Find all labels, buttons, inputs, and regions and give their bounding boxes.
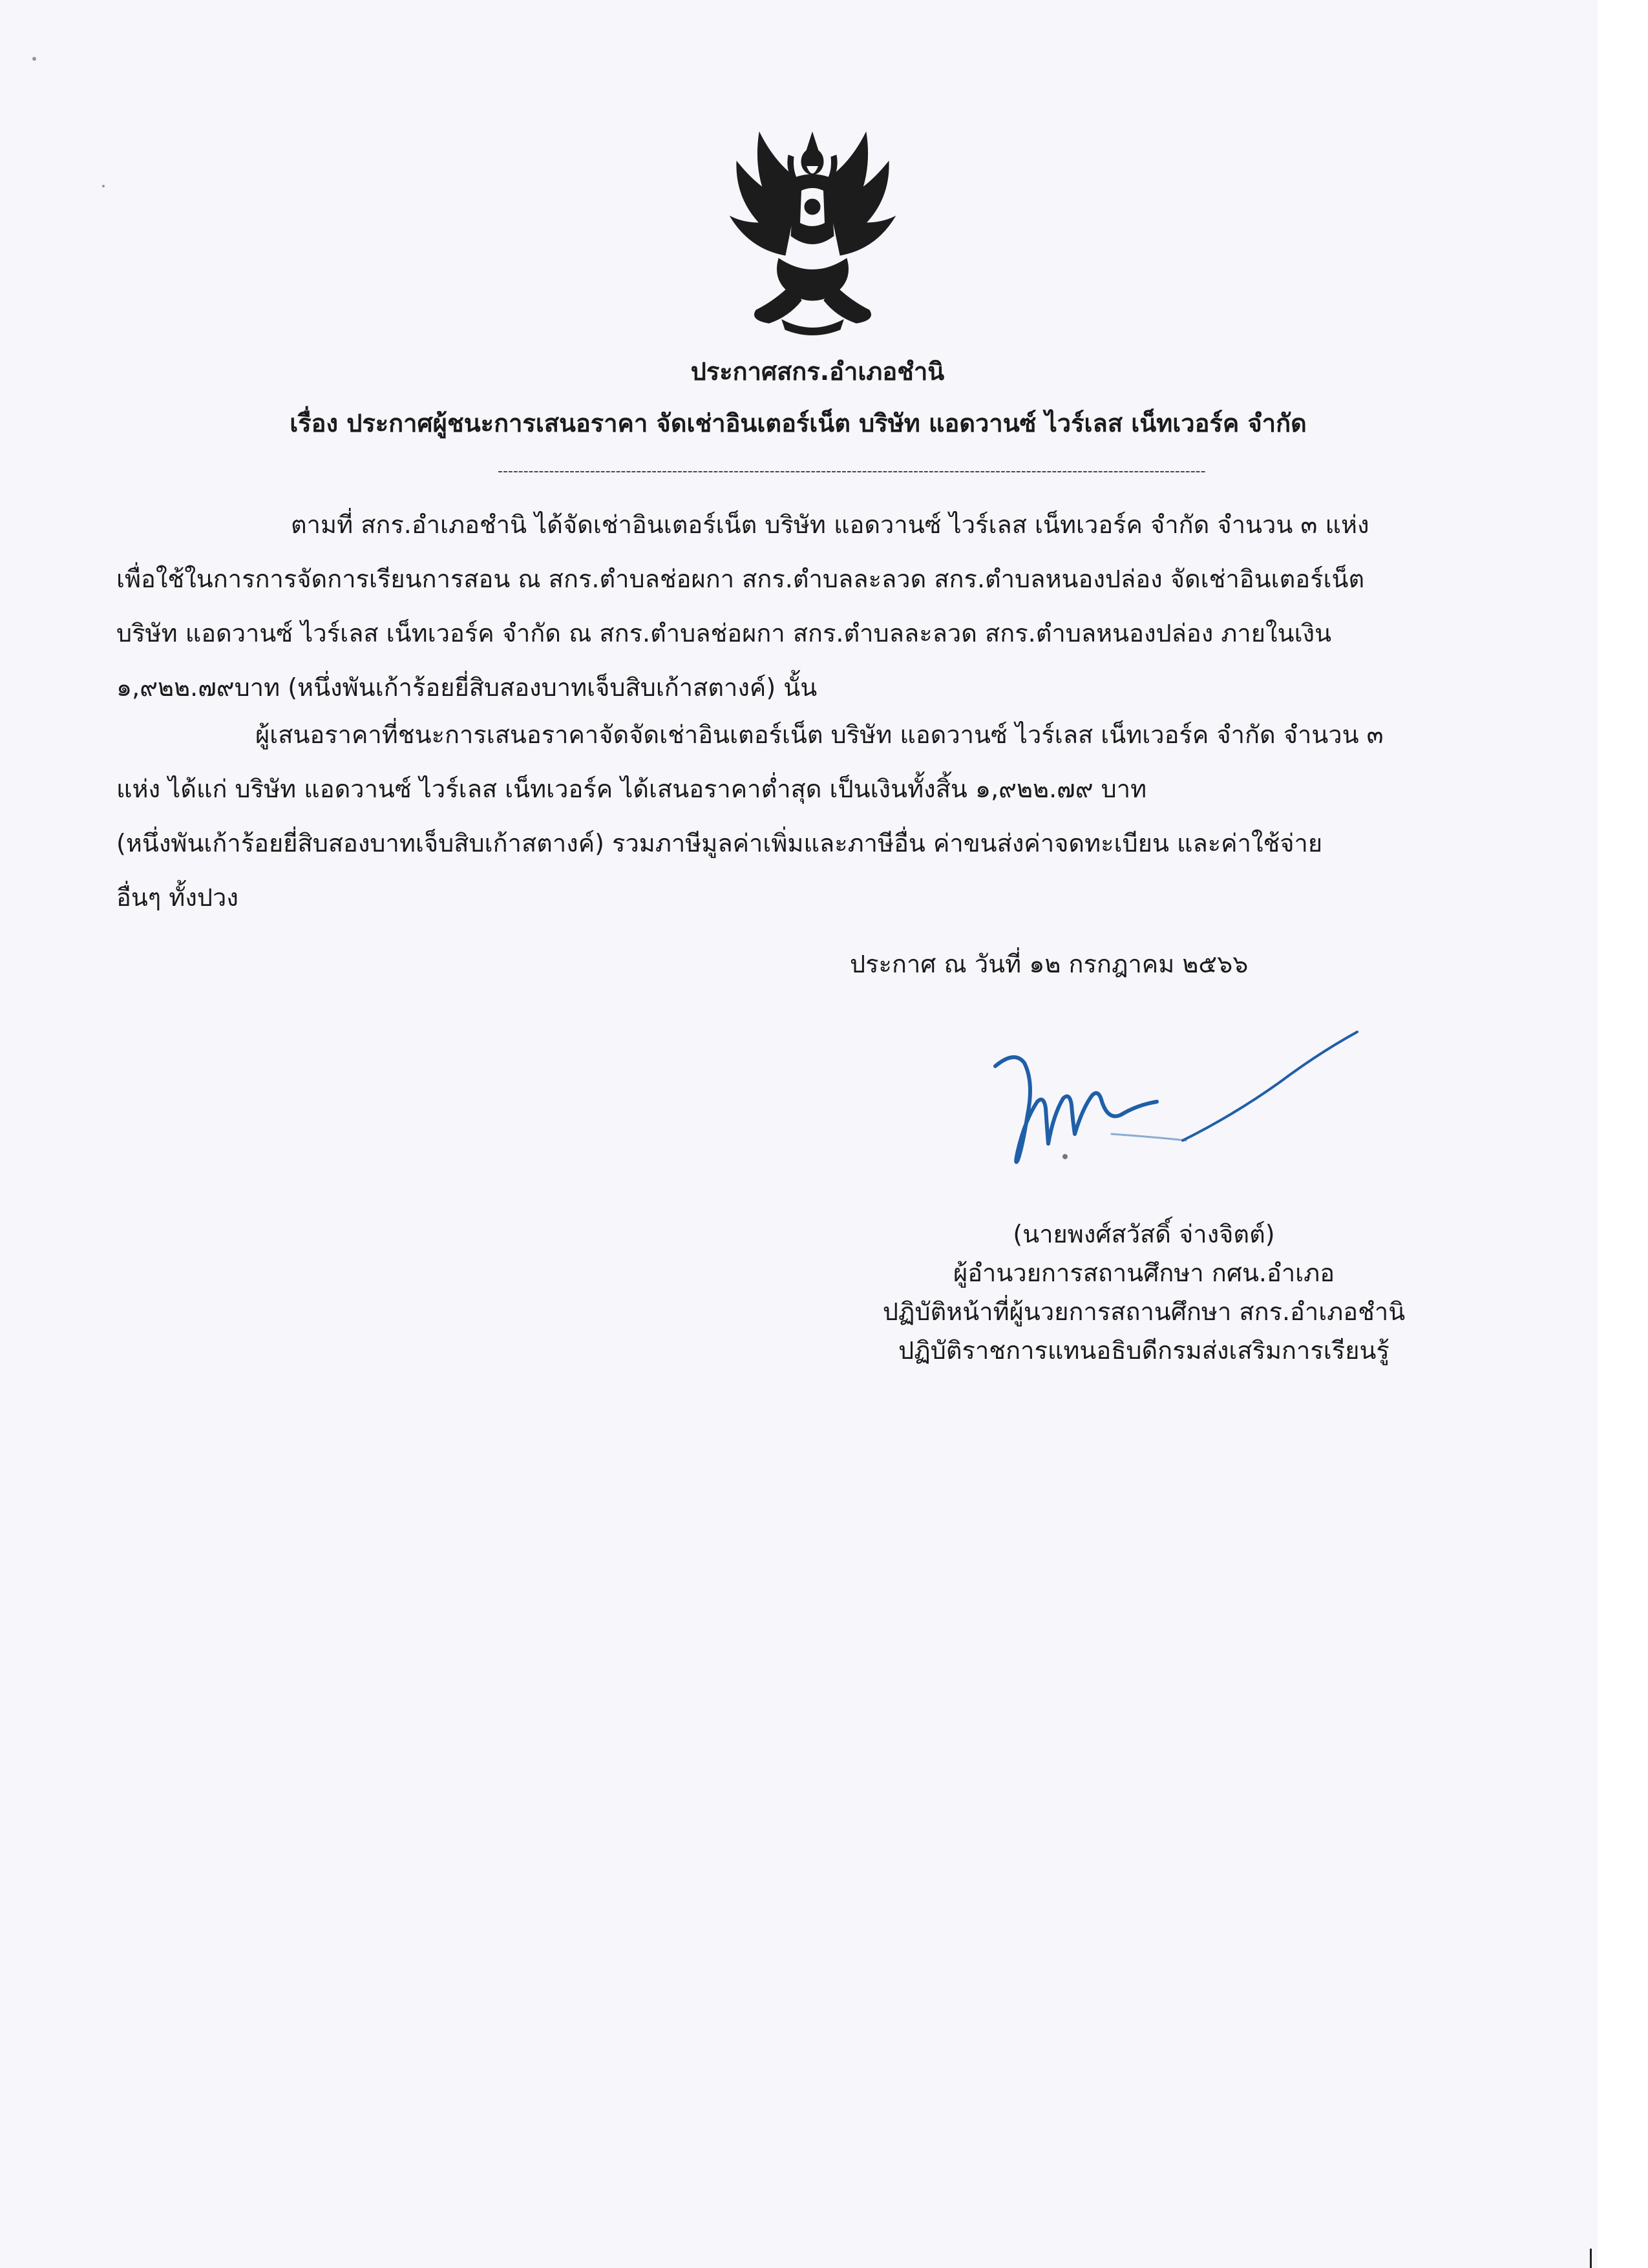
paragraph-line: เพื่อใช้ในการการจัดการเรียนการสอน ณ สกร.ตำบลช่อผกา สกร.ตำบลละลวด สกร.ตำบลหนองปล่อง จัดเช่าอินเตอร์เน็ต bbox=[116, 565, 1365, 593]
scan-speck bbox=[32, 57, 36, 61]
paragraph-line: (หนึ่งพันเก้าร้อยยี่สิบสองบาทเจ็บสิบเก้าสตางค์) รวมภาษีมูลค่าเพิ่มและภาษีอื่น ค่าขนส่งค่าจดทะเบียน และค่าใช้จ่าย bbox=[116, 829, 1323, 857]
body-paragraph-2 bbox=[116, 708, 1486, 925]
signatory-position-2: ปฏิบัติหน้าที่ผู้นวยการสถานศึกษา สกร.อำเภอชำนิ bbox=[882, 1297, 1406, 1326]
handwritten-signature bbox=[989, 1024, 1364, 1173]
paragraph-line: ๑,๙๒๒.๗๙บาท (หนึ่งพันเก้าร้อยยี่สิบสองบาทเจ็บสิบเก้าสตางค์) นั้น bbox=[116, 673, 818, 702]
paragraph-line: อื่นๆ ทั้งปวง bbox=[116, 883, 238, 912]
paragraph-line: แห่ง ได้แก่ บริษัท แอดวานซ์ ไวร์เลส เน็ทเวอร์ค ได้เสนอราคาต่ำสุด เป็นเงินทั้งสิ้น ๑,๙๒๒.๗๙ บาท bbox=[116, 775, 1147, 803]
announcement-heading: ประกาศสกร.อำเภอชำนิ bbox=[690, 357, 945, 386]
signatory-position-1: ผู้อำนวยการสถานศึกษา กศน.อำเภอ bbox=[953, 1259, 1335, 1287]
announcement-date: ประกาศ ณ วันที่ ๑๒ กรกฎาคม ๒๕๖๖ bbox=[850, 950, 1249, 978]
paragraph-line: ผู้เสนอราคาที่ชนะการเสนอราคาจัดจัดเช่าอินเตอร์เน็ต บริษัท แอดวานซ์ ไวร์เลส เน็ทเวอร์ค จำกัด จำนวน ๓ bbox=[255, 720, 1384, 749]
signatory-block bbox=[776, 1215, 1512, 1370]
paragraph-line: บริษัท แอดวานซ์ ไวร์เลส เน็ทเวอร์ค จำกัด ณ สกร.ตำบลช่อผกา สกร.ตำบลละลวด สกร.ตำบลหนองปล่อง ภายในเงิน bbox=[116, 619, 1332, 647]
crop-mark bbox=[1590, 2249, 1598, 2268]
paragraph-line: ตามที่ สกร.อำเภอชำนิ ได้จัดเช่าอินเตอร์เน็ต บริษัท แอดวานซ์ ไวร์เลส เน็ทเวอร์ค จำกัด จำนวน ๓ แห่ง bbox=[291, 510, 1369, 539]
scan-margin bbox=[1598, 0, 1648, 2268]
signatory-position-3: ปฏิบัติราชการแทนอธิบดีกรมส่งเสริมการเรียนรู้ bbox=[898, 1336, 1389, 1365]
garuda-emblem-icon bbox=[724, 126, 902, 339]
separator-line: ------------------------------------------------------------------------------------------------------------------------------------------ bbox=[498, 463, 1206, 479]
scan-speck bbox=[102, 185, 105, 187]
announcement-subject: เรื่อง ประกาศผู้ชนะการเสนอราคา จัดเช่าอินเตอร์เน็ต บริษัท แอดวานซ์ ไวร์เลส เน็ทเวอร์ค จำกัด bbox=[290, 409, 1307, 437]
body-paragraph-1 bbox=[116, 498, 1486, 715]
signatory-name: (นายพงศ์สวัสดิ์ จ่างจิตต์) bbox=[1013, 1220, 1275, 1248]
